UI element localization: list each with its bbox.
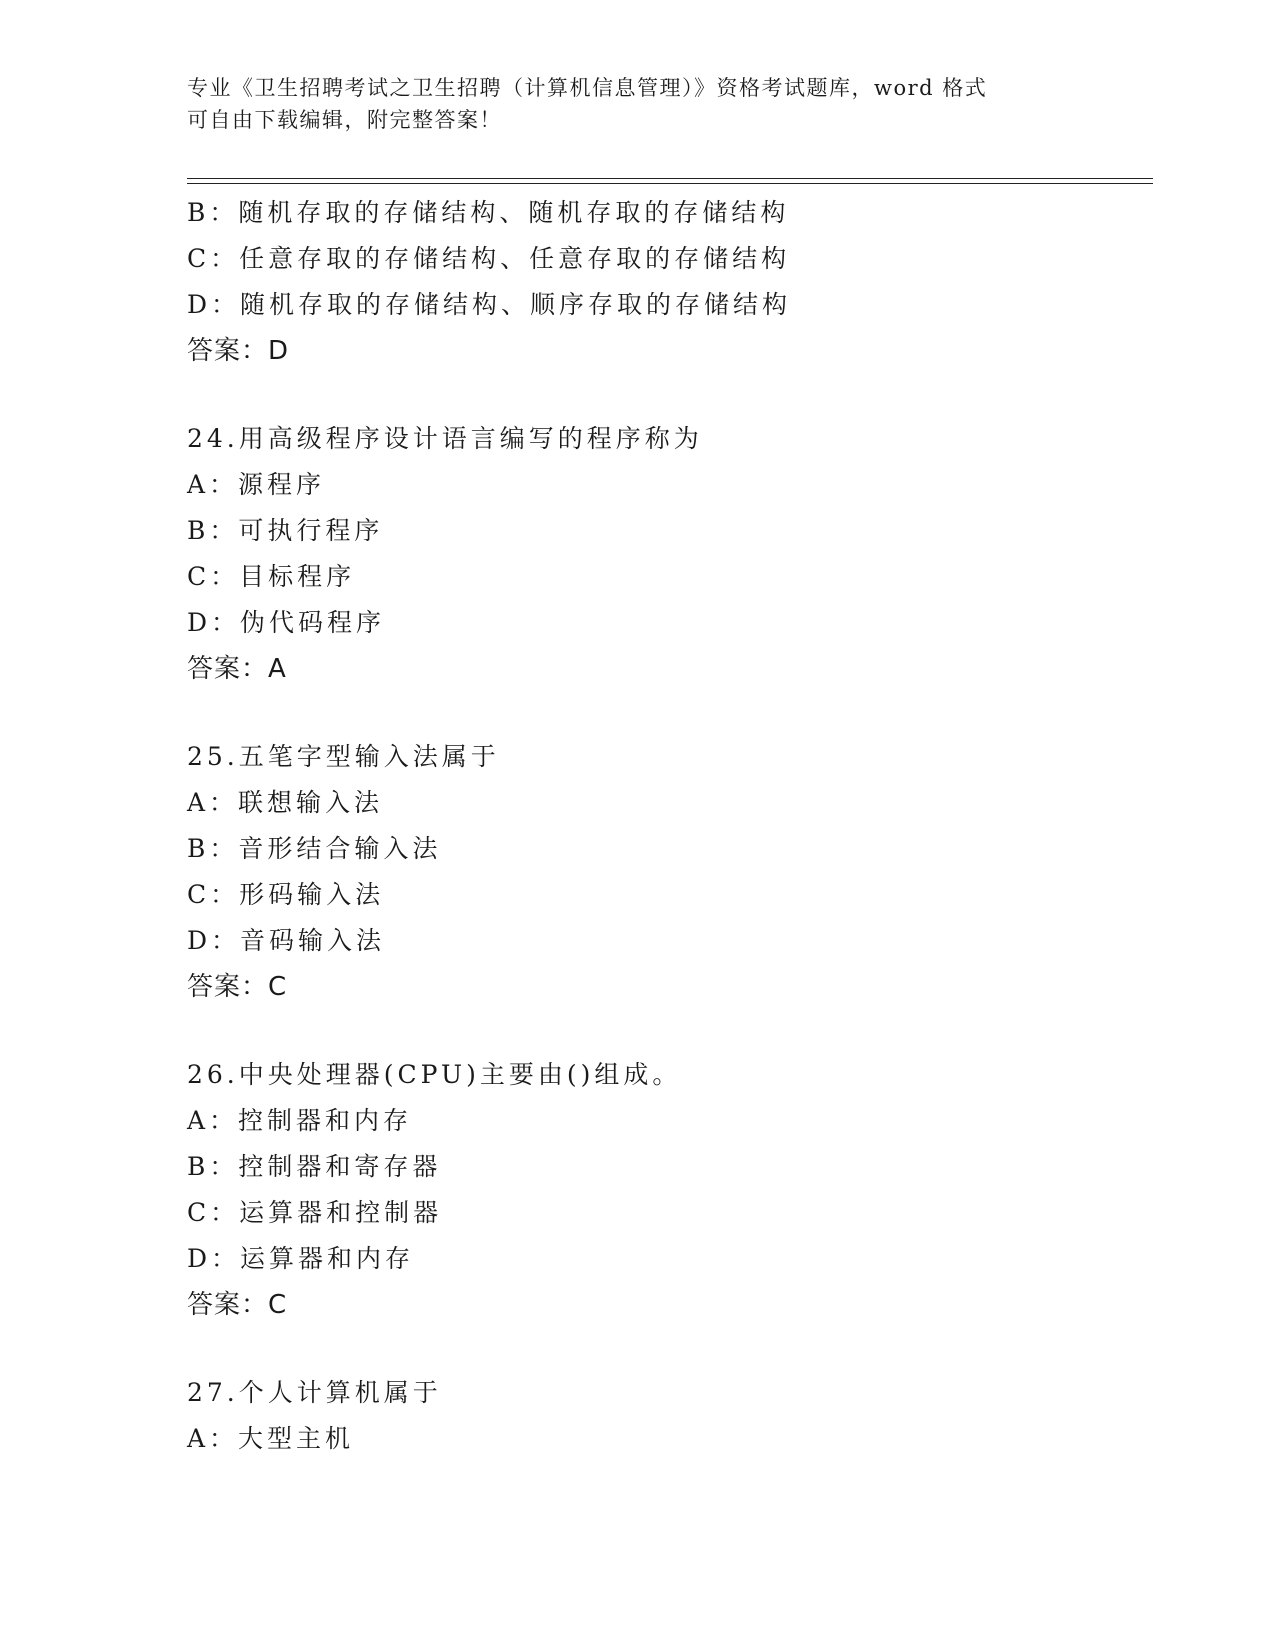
option-c: C：任意存取的存储结构、任意存取的存储结构 xyxy=(187,244,791,273)
option-b: B：随机存取的存储结构、随机存取的存储结构 xyxy=(187,198,790,227)
answer-line: 答案：C xyxy=(187,972,288,1002)
header-divider-top xyxy=(187,178,1153,179)
spacer xyxy=(187,1328,1147,1370)
option-a: A：源程序 xyxy=(187,470,326,499)
question-26 xyxy=(187,1052,1147,1328)
question-23-continued xyxy=(187,190,1147,374)
spacer xyxy=(187,692,1147,734)
option-a: A：控制器和内存 xyxy=(187,1106,413,1135)
question-24 xyxy=(187,416,1147,692)
question-stem: 25.五笔字型输入法属于 xyxy=(187,742,500,771)
question-list xyxy=(187,190,1147,1462)
question-stem: 26.中央处理器(CPU)主要由()组成。 xyxy=(187,1060,682,1089)
option-a: A：大型主机 xyxy=(187,1424,355,1453)
answer-line: 答案：C xyxy=(187,1290,288,1320)
option-c: C：形码输入法 xyxy=(187,880,385,909)
question-27 xyxy=(187,1370,1147,1462)
question-stem: 24.用高级程序设计语言编写的程序称为 xyxy=(187,424,703,453)
option-c: C：目标程序 xyxy=(187,562,356,591)
spacer xyxy=(187,374,1147,416)
option-b: B：控制器和寄存器 xyxy=(187,1152,442,1181)
option-d: D：伪代码程序 xyxy=(187,608,386,637)
option-d: D：音码输入法 xyxy=(187,926,386,955)
option-c: C：运算器和控制器 xyxy=(187,1198,443,1227)
document-header xyxy=(187,72,1087,136)
option-a: A：联想输入法 xyxy=(187,788,384,817)
spacer xyxy=(187,1010,1147,1052)
option-b: B：可执行程序 xyxy=(187,516,384,545)
header-divider-bottom xyxy=(187,183,1153,184)
option-d: D：随机存取的存储结构、顺序存取的存储结构 xyxy=(187,290,792,319)
answer-line: 答案：A xyxy=(187,654,287,684)
answer-line: 答案：D xyxy=(187,336,290,366)
option-b: B：音形结合输入法 xyxy=(187,834,442,863)
option-d: D：运算器和内存 xyxy=(187,1244,415,1273)
header-title-line-2: 可自由下载编辑，附完整答案！ xyxy=(187,108,502,132)
question-25 xyxy=(187,734,1147,1010)
question-stem: 27.个人计算机属于 xyxy=(187,1378,442,1407)
header-title-line-1: 专业《卫生招聘考试之卫生招聘（计算机信息管理）》资格考试题库，word 格式 xyxy=(187,76,988,100)
